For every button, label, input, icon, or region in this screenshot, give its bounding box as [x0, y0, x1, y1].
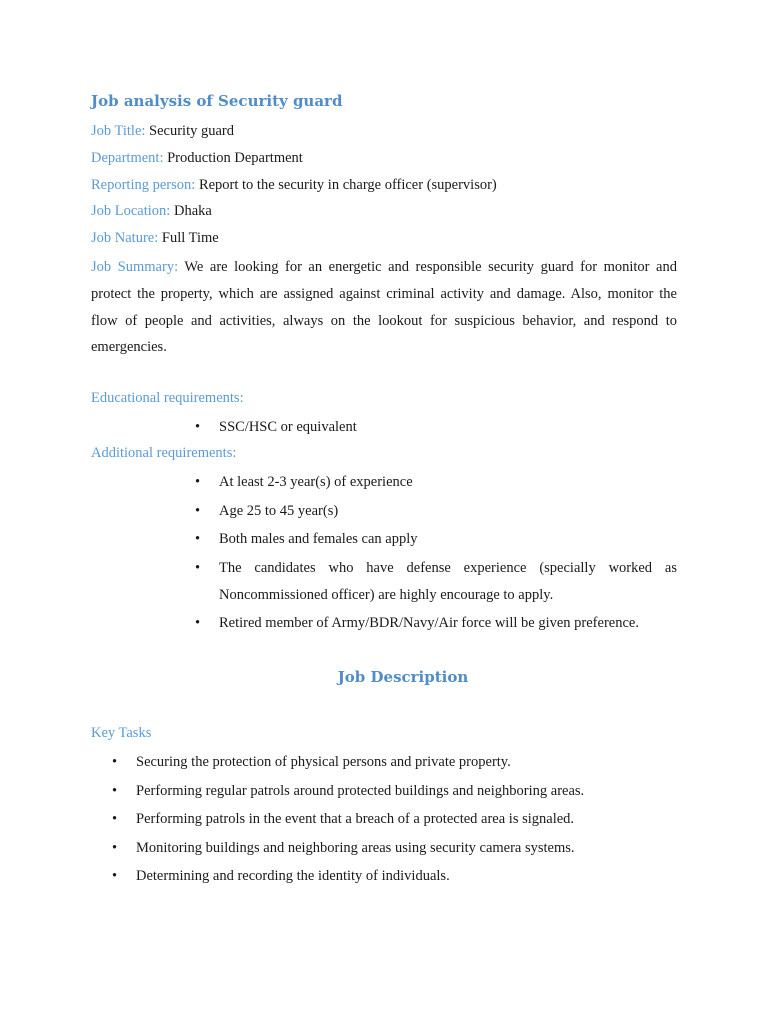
job-title-field	[91, 121, 234, 141]
bullet-icon: •	[112, 783, 118, 799]
field-label: Reporting person:	[91, 177, 196, 193]
bullet-icon: •	[112, 840, 118, 856]
list-item-text: Performing patrols in the event that a breach of a protected area is signaled.	[136, 811, 575, 827]
list-item	[112, 778, 677, 805]
list-item-text: Determining and recording the identity of individuals.	[136, 868, 450, 884]
list-item	[112, 806, 677, 833]
department-field	[91, 148, 303, 168]
list-item	[195, 610, 677, 637]
field-value: Security guard	[149, 123, 234, 139]
bullet-icon: •	[195, 474, 201, 490]
educational-requirements-label: Educational requirements:	[91, 390, 244, 406]
list-item-text: SSC/HSC or equivalent	[219, 419, 357, 435]
list-item	[112, 749, 677, 776]
list-item	[195, 555, 677, 609]
list-item	[195, 414, 677, 441]
bullet-icon: •	[112, 868, 118, 884]
field-label: Job Location:	[91, 203, 171, 219]
bullet-icon: •	[195, 560, 201, 576]
bullet-icon: •	[112, 811, 118, 827]
list-item-text: Monitoring buildings and neighboring areas using security camera systems.	[136, 840, 575, 856]
bullet-icon: •	[195, 615, 201, 631]
reporting-person-field	[91, 175, 497, 195]
list-item	[195, 526, 677, 553]
key-tasks-label: Key Tasks	[91, 725, 152, 741]
job-summary-paragraph	[91, 254, 677, 361]
list-item-text: Retired member of Army/BDR/Navy/Air force will be given preference.	[219, 615, 639, 631]
list-item-text: Both males and females can apply	[219, 531, 418, 547]
list-item	[195, 469, 677, 496]
job-nature-field	[91, 228, 219, 248]
list-item-text: Age 25 to 45 year(s)	[219, 503, 339, 519]
list-item	[112, 835, 677, 862]
field-value: Report to the security in charge officer (supervisor)	[198, 177, 497, 193]
field-label: Department:	[91, 150, 164, 166]
field-value: Production Department	[167, 150, 303, 166]
list-item	[195, 498, 677, 525]
job-description-title: Job Description	[337, 668, 469, 686]
summary-label: Job Summary:	[91, 259, 179, 275]
job-location-field	[91, 201, 212, 221]
field-value: Full Time	[161, 230, 219, 246]
bullet-icon: •	[195, 419, 201, 435]
bullet-icon: •	[112, 754, 118, 770]
field-value: Dhaka	[173, 203, 212, 219]
list-item-text: At least 2-3 year(s) of experience	[219, 474, 413, 490]
list-item-text: The candidates who have defense experience (specially worked as Noncommissioned officer) are highly encourage to apply.	[219, 560, 677, 603]
document-heading: Job analysis of Security guard	[91, 92, 343, 110]
list-item-text: Performing regular patrols around protected buildings and neighboring areas.	[136, 783, 585, 799]
additional-requirements-label: Additional requirements:	[91, 445, 237, 461]
field-label: Job Nature:	[91, 230, 159, 246]
list-item	[112, 863, 677, 890]
bullet-icon: •	[195, 503, 201, 519]
summary-text: We are looking for an energetic and responsible security guard for monitor and protect the property, which are assigned against criminal activity and damage. Also, monitor the flow of people and activities, always on the lookout for suspicious behavior, and respond to emergencies.	[91, 259, 677, 356]
field-label: Job Title:	[91, 123, 146, 139]
bullet-icon: •	[195, 531, 201, 547]
list-item-text: Securing the protection of physical persons and private property.	[136, 754, 511, 770]
